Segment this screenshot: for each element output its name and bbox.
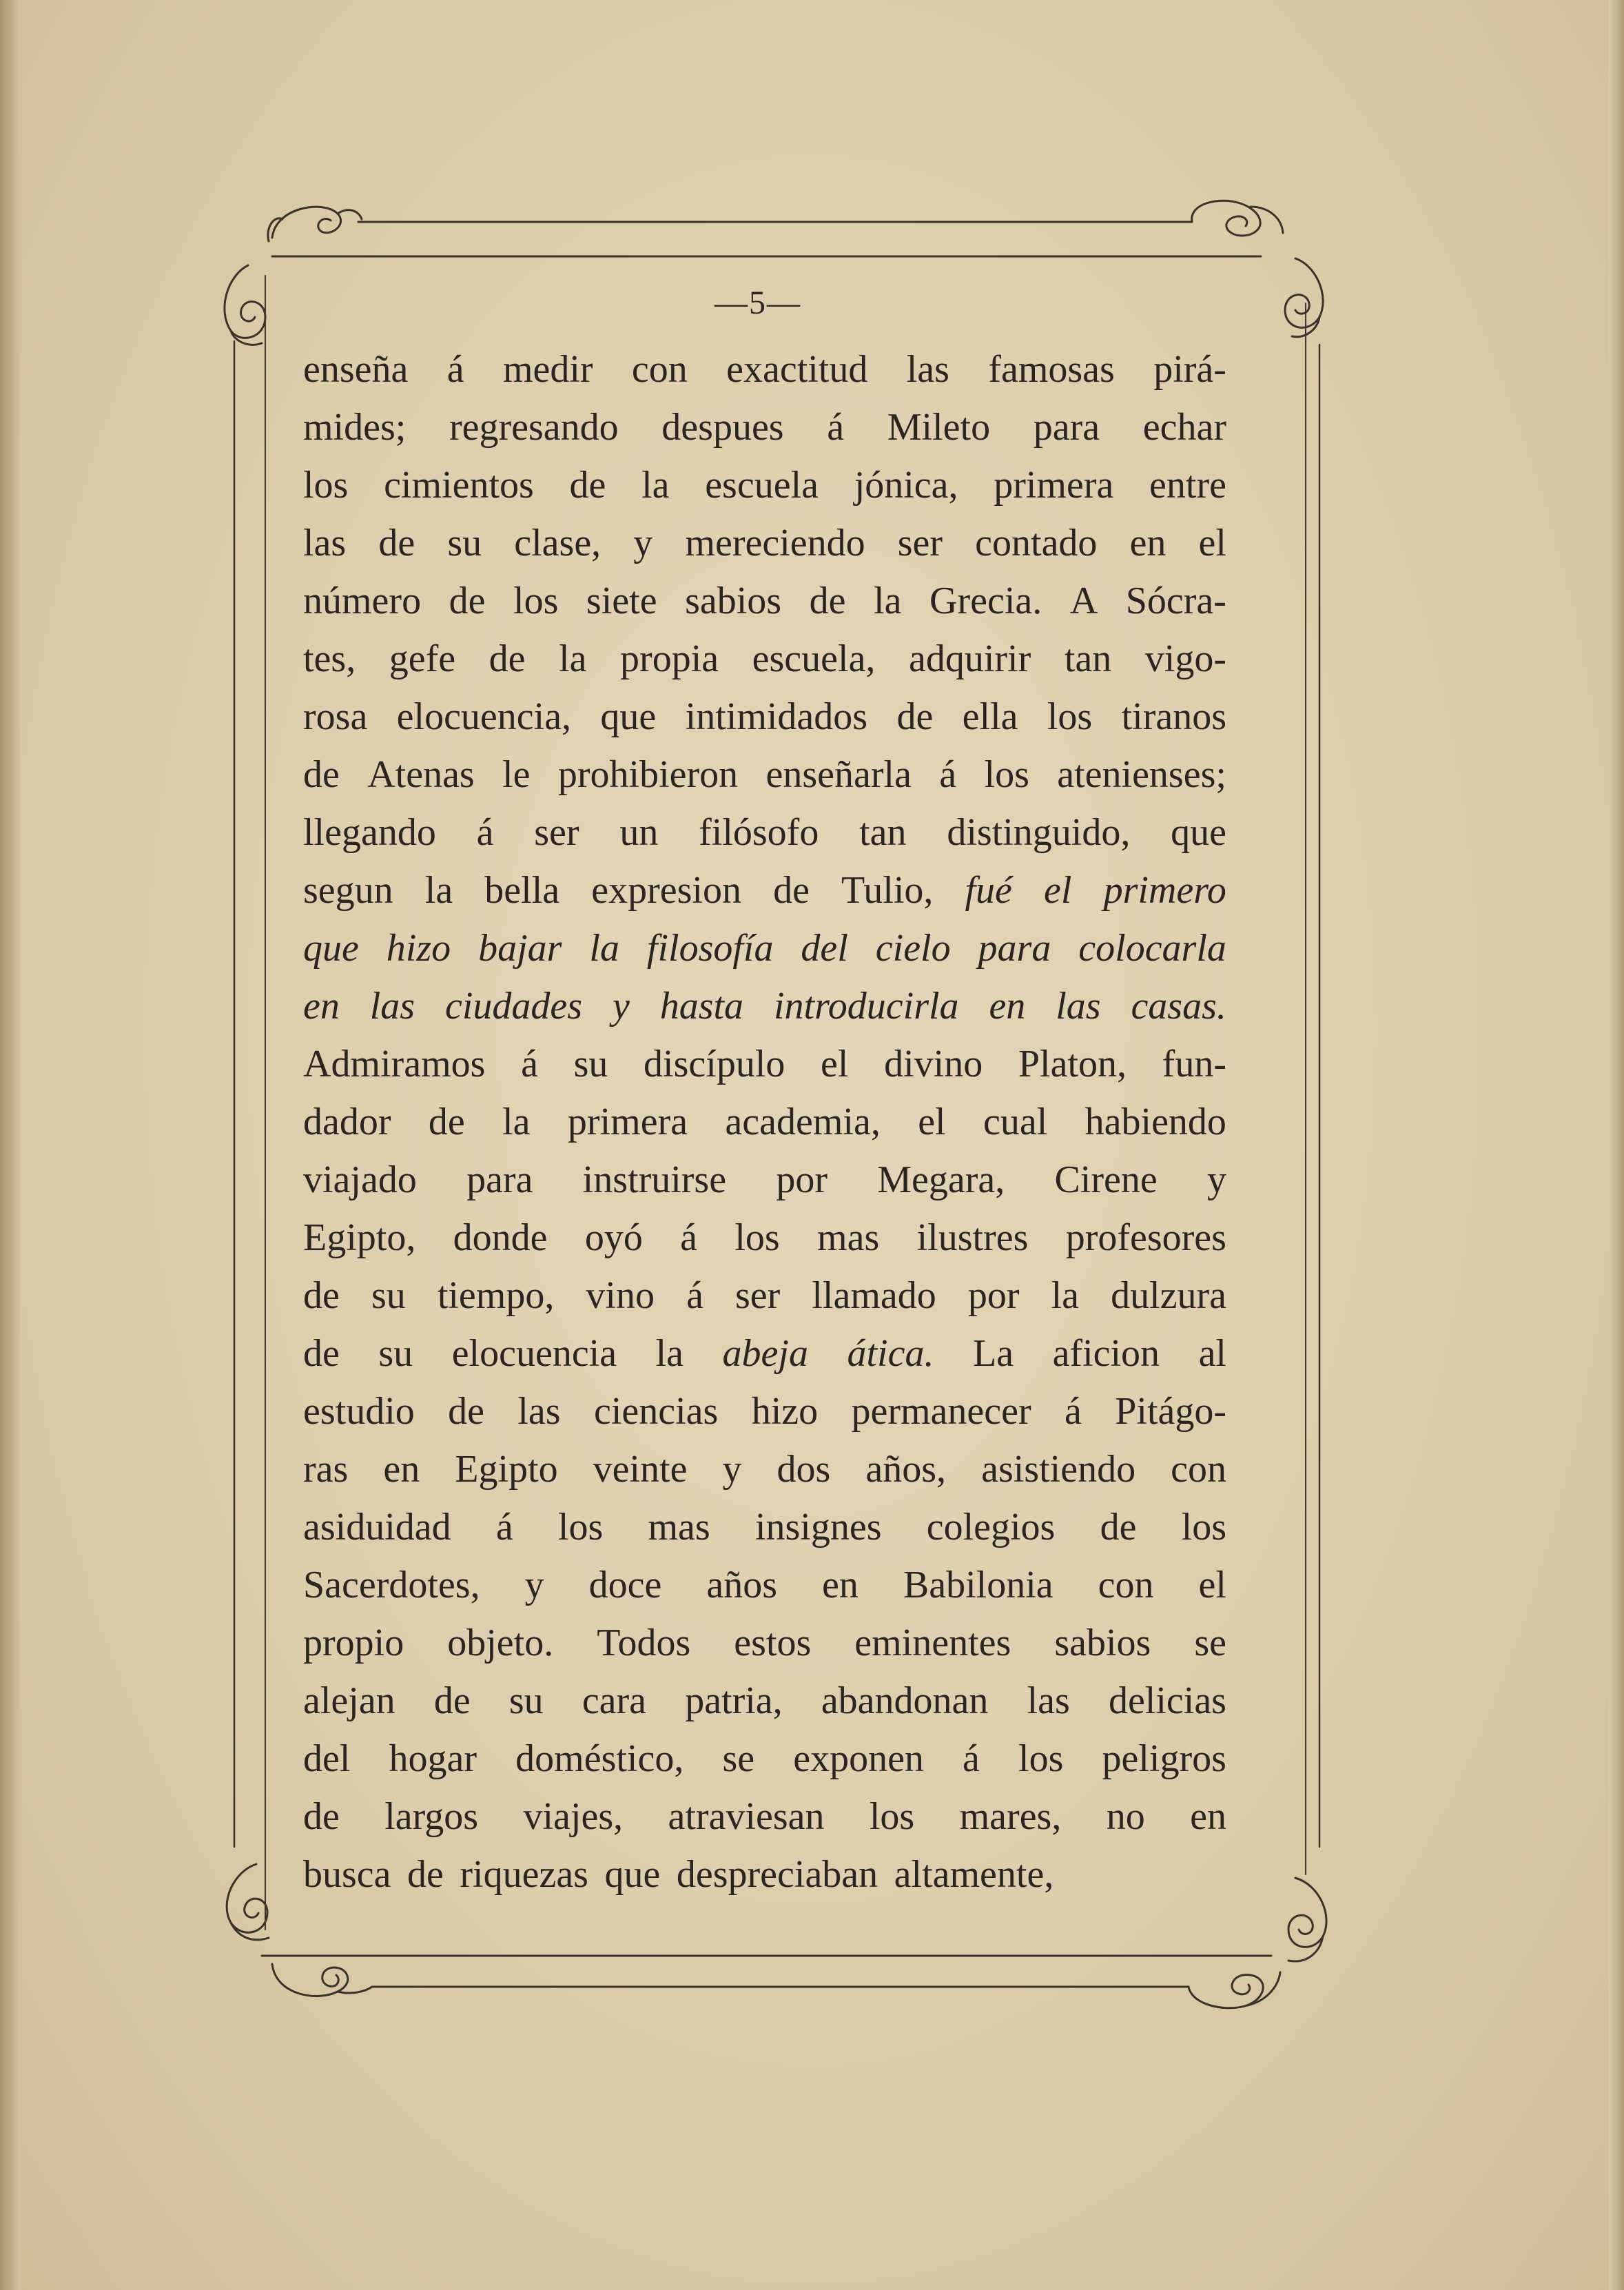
word: un [619,811,659,854]
word: rosa [303,695,368,738]
word: á [939,753,957,796]
word: expresion [591,869,741,912]
word: bella [484,869,560,912]
word: las [517,1390,561,1433]
word: las [303,522,347,564]
word: años, [865,1448,947,1491]
word: los [734,1216,780,1259]
word: ática. [847,1332,934,1375]
word: gefe [389,637,456,680]
word: aficion [1052,1332,1160,1375]
word: dulzura [1111,1274,1226,1317]
word: siete [586,580,657,622]
word: los [1047,695,1093,738]
word: tes, [303,637,356,680]
word: La [972,1332,1014,1375]
word: ser [735,1274,781,1317]
word: á [680,1216,698,1259]
word: la [589,927,619,970]
right-bottom-scroll-ornament [1288,1878,1326,1961]
word: con [631,348,688,391]
word: sabios [685,580,782,622]
word: de [378,522,415,564]
word: las [1056,985,1101,1028]
word: y [524,1564,544,1606]
body-text [303,340,1226,1903]
text-line [303,514,1226,572]
word: Cirene [1054,1158,1158,1201]
word: enseña [303,348,409,391]
text-line [303,1672,1226,1730]
word: pirá- [1153,348,1226,391]
word: peligros [1102,1737,1226,1780]
word: primero [1103,869,1226,912]
word: elocuencia [451,1332,617,1375]
word: tiranos [1121,695,1226,738]
word: elocuencia, [396,695,572,738]
word: llamado [812,1274,936,1317]
word: objeto. [447,1622,554,1664]
word: la [874,580,902,622]
page-number: —5— [715,285,801,321]
word: eminentes [854,1622,1011,1664]
word: Egipto [455,1448,558,1491]
word: para [1033,406,1100,449]
word: colocarla [1078,927,1226,970]
word: distinguido, [947,811,1131,854]
text-line [303,1614,1226,1672]
word: de [449,580,486,622]
word: el [1198,522,1226,564]
text-line [303,1382,1226,1440]
word: Todos [597,1622,691,1664]
word: del [801,927,848,970]
word: de [1100,1506,1137,1548]
word: en [383,1448,420,1491]
word: de [303,1332,340,1375]
word: tan [1064,637,1112,680]
word: escuela [705,464,819,507]
word: cimientos [384,464,534,507]
word: colegios [926,1506,1056,1548]
word: Atenas [367,753,475,796]
word: se [1194,1622,1226,1664]
word: la [641,464,670,507]
word: introducirla [773,985,959,1028]
word: prohibieron [557,753,739,796]
word: abeja [722,1332,808,1375]
text-line [303,746,1226,804]
word: años [706,1564,777,1606]
word: hasta [659,985,744,1028]
word: de [773,869,810,912]
word: se [722,1737,755,1780]
left-top-scroll-ornament [225,265,265,345]
word: doméstico, [515,1737,684,1780]
word: mares, [959,1795,1062,1838]
word: los [303,464,349,507]
text-line [303,977,1226,1035]
word: que [604,1853,661,1896]
word: oyó [584,1216,643,1259]
word: de [569,464,606,507]
word: busca [303,1853,391,1896]
top-left-scroll-ornament [268,207,362,241]
word: vigo- [1144,637,1226,680]
word: los [1181,1506,1226,1548]
word: para [466,1158,533,1201]
word: de [407,1853,444,1896]
word: delicias [1108,1679,1226,1722]
word: fué [965,869,1012,912]
word: asistiendo [981,1448,1136,1491]
word: Admiramos [303,1043,486,1085]
word: filósofo [699,811,819,854]
word: jónica, [854,464,958,507]
text-line [303,861,1226,919]
word: Grecia. [929,580,1042,622]
text-line [303,804,1226,861]
word: segun [303,869,393,912]
word: altamente, [894,1853,1054,1896]
word: las [1027,1679,1070,1722]
word: Babilonia [903,1564,1053,1606]
word: á [476,811,494,854]
word: en [1190,1795,1226,1838]
word: primera [994,464,1114,507]
word: por [776,1158,828,1201]
word: y [612,985,630,1028]
word: de [809,580,846,622]
word: mereciendo [685,522,865,564]
word: con [1098,1564,1154,1606]
word: de [433,1679,471,1722]
word: Mileto [887,406,991,449]
text-line [303,1151,1226,1209]
text-line [303,1267,1226,1325]
text-line [303,1440,1226,1498]
word: despues [661,406,784,449]
word: ciudades [445,985,583,1028]
word: que [600,695,657,738]
word: atenienses; [1057,753,1226,796]
word: que [303,927,359,970]
word: tiempo, [437,1274,555,1317]
word: de [303,1274,340,1317]
word: discípulo [644,1043,785,1085]
word: en [1129,522,1166,564]
word: riquezas [460,1853,588,1896]
word: patria, [685,1679,783,1722]
word: ciencias [593,1390,719,1433]
word: le [502,753,531,796]
word: hizo [386,927,451,970]
text-line [303,340,1226,398]
word: el [1198,1564,1226,1606]
word: divino [884,1043,983,1085]
text-line [303,572,1226,630]
word: ilustres [916,1216,1029,1259]
text-line [303,1325,1226,1382]
word: doce [588,1564,662,1606]
word: á [495,1506,513,1548]
word: tan [859,811,907,854]
word: estos [734,1622,812,1664]
word: despreciaban [676,1853,878,1896]
word: en [989,985,1026,1028]
bottom-left-scroll-ornament [272,1964,372,1996]
text-line [303,398,1226,456]
word: de [303,1795,340,1838]
word: largos [384,1795,479,1838]
word: el [918,1101,946,1143]
word: los [513,580,559,622]
word: primera [567,1101,688,1143]
word: viajes, [523,1795,624,1838]
word: la [424,869,453,912]
word: mides; [303,406,407,449]
word: de [303,753,340,796]
word: el [821,1043,849,1085]
word: la [502,1101,531,1143]
word: dos [777,1448,831,1491]
word: bajar [478,927,562,970]
word: mas [648,1506,710,1548]
text-line [303,1788,1226,1846]
word: ser [897,522,943,564]
text-line [303,688,1226,746]
word: la [655,1332,684,1375]
word: abandonan [821,1679,989,1722]
word: cielo [875,927,951,970]
word: ella [962,695,1018,738]
bottom-right-scroll-ornament [1189,1972,1280,2008]
word: el [1044,869,1072,912]
word: número [303,580,422,622]
word: de [448,1390,484,1433]
right-top-scroll-ornament [1285,258,1323,337]
word: fun- [1162,1043,1226,1085]
word: su [508,1679,544,1722]
word: en [822,1564,859,1606]
word: estudio [303,1390,415,1433]
word: A [1069,580,1098,622]
word: su [371,1274,406,1317]
word: cual [983,1101,1048,1143]
word: insignes [754,1506,882,1548]
word: escuela, [752,637,876,680]
word: para [978,927,1051,970]
word: adquirir [908,637,1031,680]
word: ser [534,811,579,854]
text-line [303,1093,1226,1151]
word: veinte [593,1448,688,1491]
word: asiduidad [303,1506,451,1548]
word: echar [1142,406,1226,449]
text-line [303,456,1226,514]
word: por [967,1274,1020,1317]
word: á [686,1274,703,1317]
word: cara [582,1679,647,1722]
word: mas [817,1216,880,1259]
word: los [984,753,1029,796]
word: y [633,522,653,564]
word: Tulio, [841,869,934,912]
word: las [369,985,415,1028]
word: hizo [751,1390,819,1433]
word: academia, [725,1101,881,1143]
left-bottom-scroll-ornament [227,1864,269,1940]
word: que [1171,811,1226,854]
word: instruirse [582,1158,727,1201]
word: regresando [449,406,619,449]
text-line [303,630,1226,688]
word: de [489,637,526,680]
word: atraviesan [668,1795,825,1838]
word: alejan [303,1679,395,1722]
word: ras [303,1448,349,1491]
word: á [963,1737,980,1780]
word: enseñarla [765,753,912,796]
word: del [303,1737,351,1780]
word: famosas [988,348,1115,391]
word: medir [502,348,593,391]
word: entre [1149,464,1226,507]
word: su [378,1332,413,1375]
word: la [1051,1274,1079,1317]
word: su [573,1043,608,1085]
word: intimidados [685,695,868,738]
word: Egipto, [303,1216,416,1259]
word: á [446,348,464,391]
word: Sócra- [1125,580,1226,622]
word: clase, [514,522,602,564]
word: exponen [793,1737,924,1780]
word: á [827,406,845,449]
word: Platon, [1018,1043,1127,1085]
word: al [1198,1332,1226,1375]
word: contado [975,522,1098,564]
word: á [1065,1390,1082,1433]
text-line [303,1730,1226,1788]
word: los [557,1506,604,1548]
word: permanecer [851,1390,1031,1433]
word: propio [303,1622,404,1664]
word: las [906,348,949,391]
word: su [447,522,482,564]
word: profesores [1065,1216,1226,1259]
word: la [559,637,587,680]
word: y [1206,1158,1226,1201]
word: de [896,695,934,738]
word: á [521,1043,538,1085]
word: Megara, [877,1158,1005,1201]
word: filosofía [646,927,774,970]
word: no [1106,1795,1145,1838]
text-line [303,1846,1226,1903]
word: Pitágo- [1115,1390,1226,1433]
word: y [722,1448,742,1491]
word: donde [453,1216,548,1259]
word: propia [620,637,719,680]
word: sabios [1054,1622,1151,1664]
word: casas. [1131,985,1226,1028]
word: con [1171,1448,1226,1491]
word: dador [303,1101,391,1143]
word: los [869,1795,915,1838]
top-right-scroll-ornament [1192,201,1283,236]
word: de [428,1101,465,1143]
word: exactitud [726,348,868,391]
text-line [303,1498,1226,1556]
word: los [1018,1737,1064,1780]
word: Sacerdotes, [303,1564,480,1606]
word: vino [586,1274,655,1317]
text-line [303,1556,1226,1614]
word: viajado [303,1158,417,1201]
word: en [303,985,340,1028]
text-line [303,1035,1226,1093]
word: llegando [303,811,436,854]
text-line [303,919,1226,977]
word: hogar [389,1737,477,1780]
word: habiendo [1085,1101,1226,1143]
text-line [303,1209,1226,1267]
